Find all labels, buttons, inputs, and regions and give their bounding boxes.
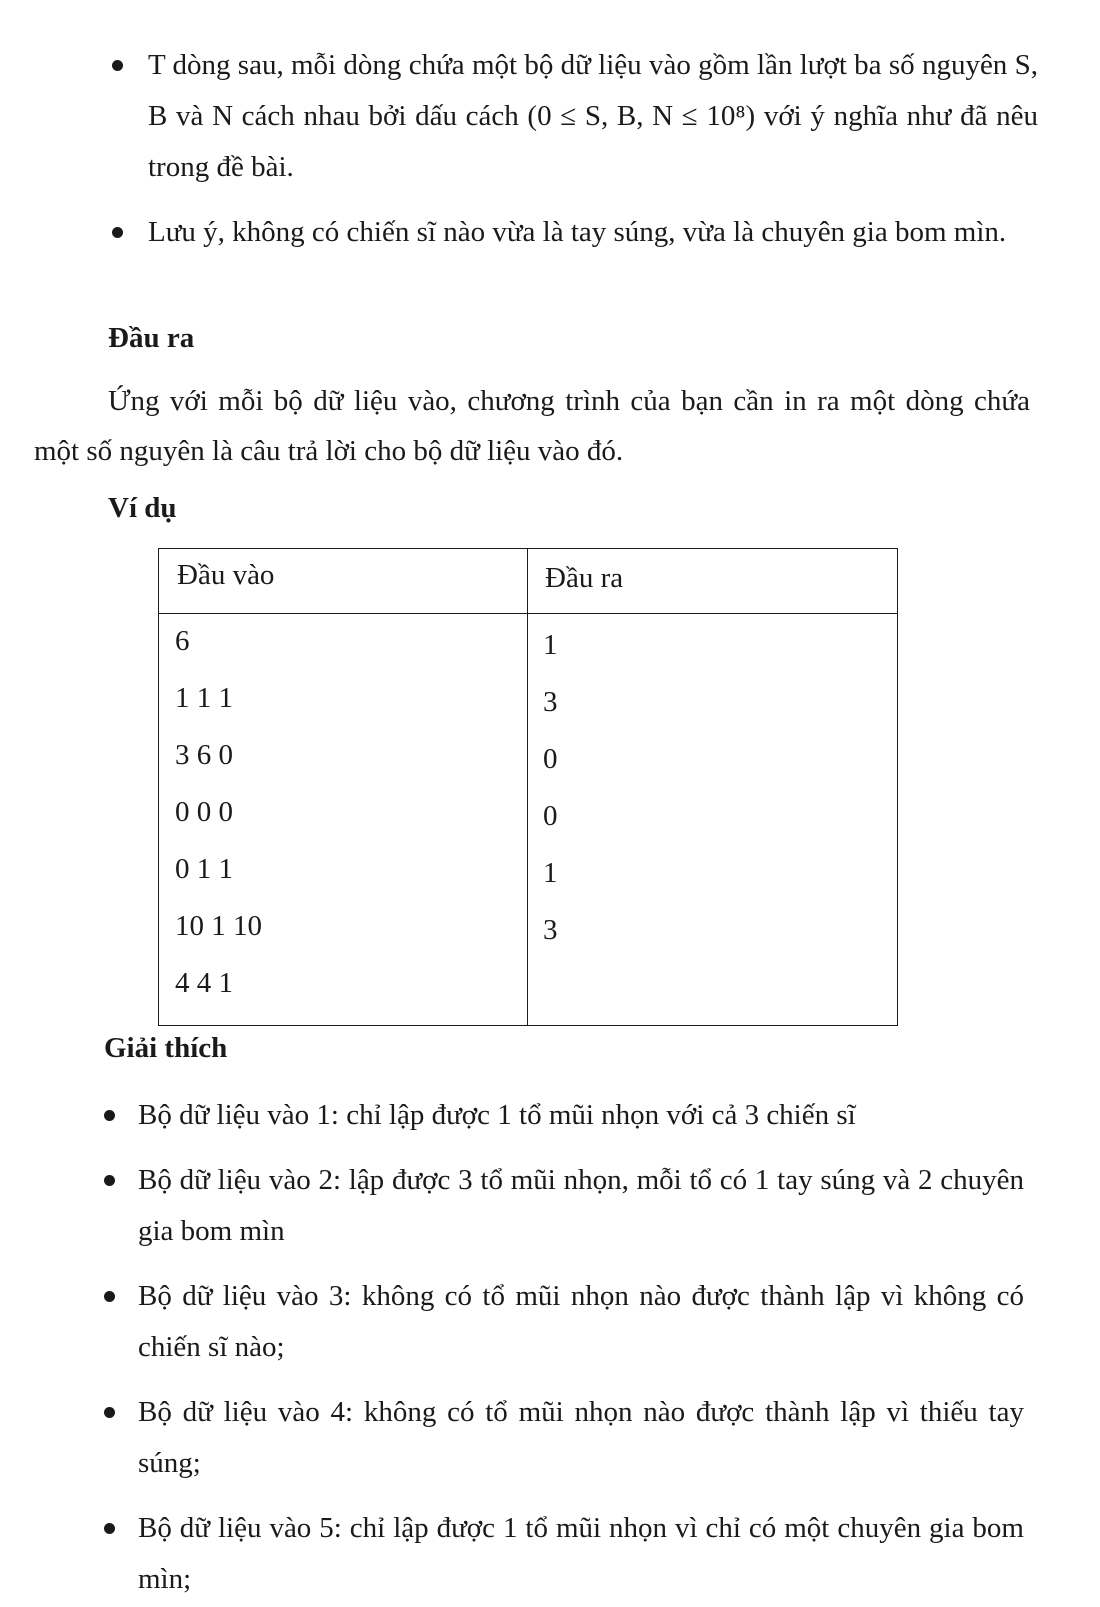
table-cell: 1 xyxy=(543,857,558,889)
table-cell: 0 xyxy=(543,743,558,775)
input-spec-item-2: Lưu ý, không có chiến sĩ nào vừa là tay súng, vừa là chuyên gia bom mìn. xyxy=(148,216,1007,248)
explanation-list xyxy=(0,1090,1024,1605)
table-cell: 10 1 10 xyxy=(175,910,262,942)
explanation-item-2: Bộ dữ liệu vào 2: lập được 3 tổ mũi nhọn, mỗi tổ có 1 tay súng và 2 chuyên gia bom mìn xyxy=(138,1164,1024,1247)
bullet-dot-icon xyxy=(112,60,123,71)
output-description: Ứng với mỗi bộ dữ liệu vào, chương trình của bạn cần in ra một dòng chứa một số nguyên là câu trả lời cho bộ dữ liệu vào đó. xyxy=(34,385,1030,467)
example-table xyxy=(158,548,898,1026)
bullet-dot-icon xyxy=(112,227,123,238)
input-spec-list xyxy=(0,40,1038,258)
table-cell: 6 xyxy=(175,625,190,657)
table-cell: 1 1 1 xyxy=(175,682,233,714)
output-heading: Đầu ra xyxy=(108,322,195,354)
table-cell: 0 xyxy=(543,800,558,832)
table-header-input: Đầu vào xyxy=(177,559,275,591)
table-cell: 3 xyxy=(543,914,558,946)
list-item xyxy=(0,40,1038,193)
list-item xyxy=(0,1271,1024,1373)
input-column xyxy=(175,619,262,1018)
bullet-dot-icon xyxy=(104,1407,115,1418)
table-cell: 3 xyxy=(543,686,558,718)
table-cell: 1 xyxy=(543,629,558,661)
list-item xyxy=(0,1090,1024,1141)
table-cell: 0 1 1 xyxy=(175,853,233,885)
bullet-dot-icon xyxy=(104,1291,115,1302)
bullet-dot-icon xyxy=(104,1110,115,1121)
bullet-dot-icon xyxy=(104,1175,115,1186)
input-spec-item-1: T dòng sau, mỗi dòng chứa một bộ dữ liệu vào gồm lần lượt ba số nguyên S, B và N cách nhau bởi dấu cách (0 ≤ S, B, N ≤ 10⁸) với ý nghĩa như đã nêu trong đề bài. xyxy=(148,49,1038,183)
list-item xyxy=(0,1503,1024,1605)
example-heading: Ví dụ xyxy=(108,492,177,524)
list-item xyxy=(0,207,1038,258)
explanation-item-5: Bộ dữ liệu vào 5: chỉ lập được 1 tổ mũi nhọn vì chỉ có một chuyên gia bom mìn; xyxy=(138,1512,1024,1595)
output-column xyxy=(543,623,558,965)
table-cell: 4 4 1 xyxy=(175,967,233,999)
list-item xyxy=(0,1387,1024,1489)
explanation-item-1: Bộ dữ liệu vào 1: chỉ lập được 1 tổ mũi nhọn với cả 3 chiến sĩ xyxy=(138,1099,856,1131)
explanation-item-3: Bộ dữ liệu vào 3: không có tổ mũi nhọn nào được thành lập vì không có chiến sĩ nào; xyxy=(138,1280,1024,1363)
explanation-heading: Giải thích xyxy=(104,1032,228,1064)
explanation-item-4: Bộ dữ liệu vào 4: không có tổ mũi nhọn nào được thành lập vì thiếu tay súng; xyxy=(138,1396,1024,1479)
table-cell: 0 0 0 xyxy=(175,796,233,828)
list-item xyxy=(0,1155,1024,1257)
table-header-output: Đầu ra xyxy=(545,562,624,594)
bullet-dot-icon xyxy=(104,1523,115,1534)
table-column-divider xyxy=(527,549,528,1025)
table-cell: 3 6 0 xyxy=(175,739,233,771)
table-header-divider xyxy=(159,613,897,614)
